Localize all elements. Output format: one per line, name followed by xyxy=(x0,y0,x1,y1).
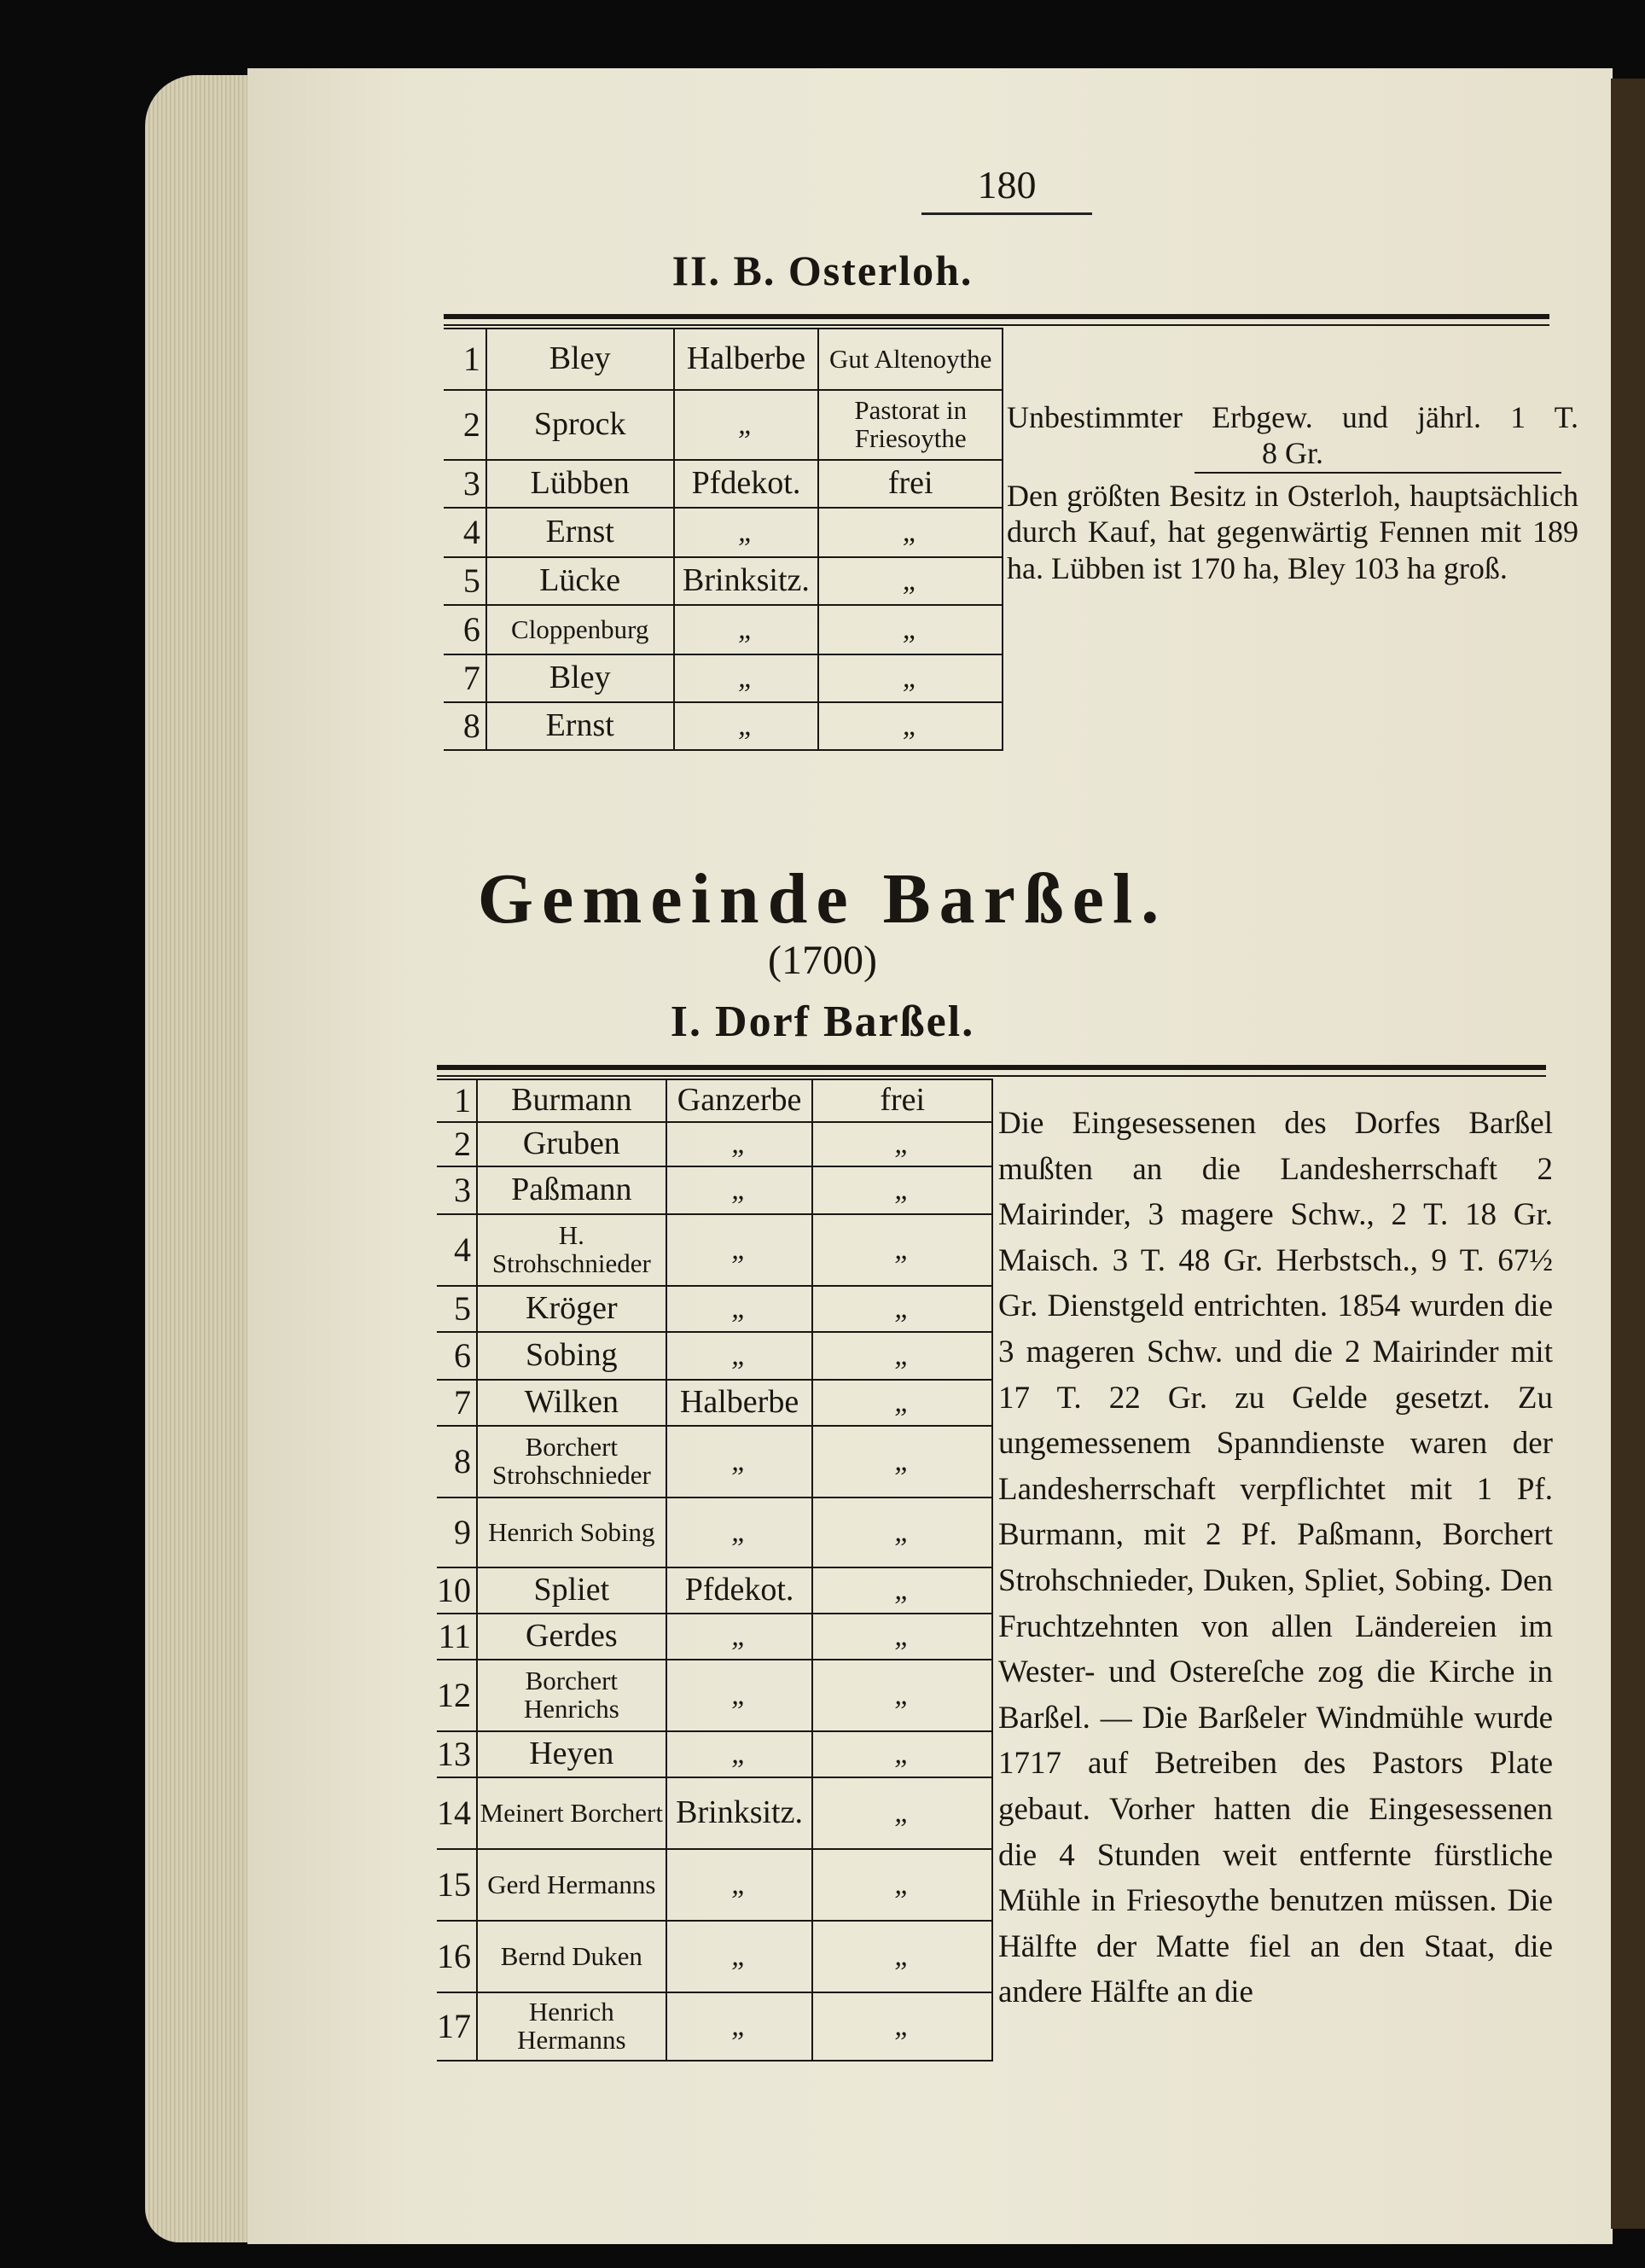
row-status: „ xyxy=(666,1426,813,1497)
row-owner: „ xyxy=(812,1777,992,1849)
row-status: „ xyxy=(666,1214,813,1286)
row-status: „ xyxy=(666,1660,813,1731)
row-status: „ xyxy=(666,1166,813,1214)
row-owner: „ xyxy=(812,1166,992,1214)
book-cover-strip xyxy=(1611,79,1645,2229)
row-number: 1 xyxy=(437,1079,477,1122)
row-name: Heyen xyxy=(477,1731,666,1777)
row-owner: „ xyxy=(812,1614,992,1660)
table-row xyxy=(437,1849,992,1921)
row-owner: „ xyxy=(812,1497,992,1567)
section-year: (1700) xyxy=(768,938,877,983)
table-row xyxy=(437,1614,992,1660)
table-row xyxy=(444,702,1003,750)
row-status: Pfdekot. xyxy=(666,1567,813,1614)
table-row xyxy=(437,1660,992,1731)
row-name: Borchert Strohschnieder xyxy=(477,1426,666,1497)
row-name: Gerd Hermanns xyxy=(477,1849,666,1921)
row-number: 5 xyxy=(437,1286,477,1332)
row-name: Sobing xyxy=(477,1332,666,1380)
row-name: Cloppenburg xyxy=(486,605,674,654)
row-status: Brinksitz. xyxy=(666,1777,813,1849)
row-status: „ xyxy=(666,1122,813,1166)
row-status: „ xyxy=(666,1849,813,1921)
page-number: 180 xyxy=(921,162,1092,215)
row-name: Lücke xyxy=(486,557,674,605)
row-status: Pfdekot. xyxy=(674,460,819,508)
row-owner: „ xyxy=(812,1214,992,1286)
row-name: Wilken xyxy=(477,1380,666,1426)
row-status: Brinksitz. xyxy=(674,557,819,605)
row-status: „ xyxy=(674,508,819,557)
row-owner: „ xyxy=(812,1567,992,1614)
table-row xyxy=(437,1332,992,1380)
row-owner: „ xyxy=(812,1731,992,1777)
row-number: 8 xyxy=(437,1426,477,1497)
row-number: 6 xyxy=(437,1332,477,1380)
row-number: 15 xyxy=(437,1849,477,1921)
table-row xyxy=(437,1567,992,1614)
row-name: Gruben xyxy=(477,1122,666,1166)
table-barssel xyxy=(437,1079,993,2062)
row-status: „ xyxy=(666,1614,813,1660)
row-name: Ernst xyxy=(486,508,674,557)
row-owner: Pastorat in Friesoythe xyxy=(818,390,1003,460)
table-row xyxy=(437,1497,992,1567)
table-row xyxy=(444,557,1003,605)
row-number: 3 xyxy=(444,460,486,508)
row-name: Ernst xyxy=(486,702,674,750)
table-row xyxy=(444,460,1003,508)
row-name: Paßmann xyxy=(477,1166,666,1214)
row-number: 1 xyxy=(444,329,486,390)
section-title-gemeinde: Gemeinde Barßel. xyxy=(477,859,1168,939)
table-row xyxy=(437,1166,992,1214)
row-number: 4 xyxy=(437,1214,477,1286)
table-row xyxy=(437,1122,992,1166)
row-status: „ xyxy=(674,654,819,702)
row-status: „ xyxy=(674,702,819,750)
row-number: 11 xyxy=(437,1614,477,1660)
table-row xyxy=(444,390,1003,460)
row-owner: „ xyxy=(812,1992,992,2061)
table1-top-rule-thin xyxy=(444,324,1549,326)
row-status: „ xyxy=(666,1731,813,1777)
row-owner: „ xyxy=(818,605,1003,654)
table1-top-rule xyxy=(444,314,1549,319)
table-row xyxy=(444,654,1003,702)
row-status: Halberbe xyxy=(674,329,819,390)
row-name: H. Strohschnieder xyxy=(477,1214,666,1286)
row-name: Sprock xyxy=(486,390,674,460)
table2-top-rule xyxy=(437,1065,1546,1070)
note-divider xyxy=(1195,472,1561,474)
row-owner: „ xyxy=(818,508,1003,557)
row-status: „ xyxy=(666,1497,813,1567)
row-owner: Gut Altenoythe xyxy=(818,329,1003,390)
row-status: „ xyxy=(666,1992,813,2061)
section-title-osterloh: II. B. Osterloh. xyxy=(671,247,974,294)
row-name: Henrich Hermanns xyxy=(477,1992,666,2061)
row-owner: frei xyxy=(812,1079,992,1122)
row-status: „ xyxy=(674,390,819,460)
table-row xyxy=(444,508,1003,557)
note-barssel: Die Eingesessenen des Dorfes Barßel mußten an die Landesherrschaft 2 Mairinder, 3 magere Schw., 2 T. 18 Gr. Maisch. 3 T. 48 Gr. Herbstsch., 9 T. 67½ Gr. Dienstgeld entrichten. 1854 wurden die 3 mageren Schw. und die 2 Mairinder mit 17 T. 22 Gr. zu Gelde gesetzt. Zu ungemessenem Spanndienste waren der Landesherrschaft verpflichtet mit 1 Pf. Burmann, mit 2 Pf. Paßmann, Borchert Strohschnieder, Duken, Spliet, Sobing. Den Fruchtzehnten von allen Ländereien im Wester- und Ostereſche zog die Kirche in Barßel. — Die Barßeler Windmühle wurde 1717 auf Betreiben des Pastors Plate gebaut. Vorher hatten die Eingesessenen die 4 Stunden weit entfernte fürstliche Mühle in Friesoythe benutzen müssen. Die Hälfte der Matte fiel an den Staat, die andere Hälfte an die xyxy=(998,1106,1553,2010)
row-name: Bley xyxy=(486,654,674,702)
row-number: 4 xyxy=(444,508,486,557)
row-owner: „ xyxy=(818,654,1003,702)
row-name: Henrich Sobing xyxy=(477,1497,666,1567)
row-name: Bernd Duken xyxy=(477,1921,666,1992)
table-row xyxy=(437,1380,992,1426)
row-owner: „ xyxy=(812,1332,992,1380)
row-number: 5 xyxy=(444,557,486,605)
row-owner: „ xyxy=(818,557,1003,605)
row-owner: „ xyxy=(812,1660,992,1731)
table-row xyxy=(437,1286,992,1332)
row-status: „ xyxy=(666,1286,813,1332)
row-status: „ xyxy=(674,605,819,654)
row-owner: „ xyxy=(812,1286,992,1332)
row-name: Borchert Henrichs xyxy=(477,1660,666,1731)
row-number: 8 xyxy=(444,702,486,750)
note-osterloh-b: Den größten Besitz in Osterloh, hauptsächlich durch Kauf, hat gegenwärtig Fennen mit 189 ha. Lübben ist 170 ha, Bley 103 ha groß. xyxy=(1007,479,1578,585)
note-osterloh-a-line2: 8 Gr. xyxy=(1262,436,1323,470)
row-owner: „ xyxy=(812,1426,992,1497)
row-owner: „ xyxy=(812,1122,992,1166)
row-name: Lübben xyxy=(486,460,674,508)
row-number: 14 xyxy=(437,1777,477,1849)
row-number: 10 xyxy=(437,1567,477,1614)
row-number: 6 xyxy=(444,605,486,654)
row-number: 17 xyxy=(437,1992,477,2061)
table2-top-rule-thin xyxy=(437,1075,1546,1077)
row-name: Spliet xyxy=(477,1567,666,1614)
table-row xyxy=(437,1731,992,1777)
table-row xyxy=(437,1777,992,1849)
table-row xyxy=(437,1426,992,1497)
row-number: 12 xyxy=(437,1660,477,1731)
row-name: Burmann xyxy=(477,1079,666,1122)
row-name: Gerdes xyxy=(477,1614,666,1660)
row-number: 16 xyxy=(437,1921,477,1992)
table-row xyxy=(437,1214,992,1286)
row-status: Ganzerbe xyxy=(666,1079,813,1122)
row-number: 7 xyxy=(437,1380,477,1426)
section-subtitle-dorf: I. Dorf Barßel. xyxy=(670,997,975,1046)
table-row xyxy=(444,605,1003,654)
row-owner: frei xyxy=(818,460,1003,508)
row-status: Halberbe xyxy=(666,1380,813,1426)
row-owner: „ xyxy=(812,1849,992,1921)
row-number: 9 xyxy=(437,1497,477,1567)
row-number: 2 xyxy=(444,390,486,460)
note-osterloh-a-line1: Unbestimmter Erbgew. und jährl. 1 T. xyxy=(1007,400,1578,434)
row-status: „ xyxy=(666,1921,813,1992)
table-osterloh xyxy=(444,328,1003,751)
row-owner: „ xyxy=(818,702,1003,750)
table-row xyxy=(437,1992,992,2061)
row-owner: „ xyxy=(812,1921,992,1992)
row-number: 2 xyxy=(437,1122,477,1166)
table-row xyxy=(437,1921,992,1992)
table-row xyxy=(437,1079,992,1122)
row-name: Bley xyxy=(486,329,674,390)
row-number: 3 xyxy=(437,1166,477,1214)
row-number: 13 xyxy=(437,1731,477,1777)
row-status: „ xyxy=(666,1332,813,1380)
row-name: Kröger xyxy=(477,1286,666,1332)
row-number: 7 xyxy=(444,654,486,702)
row-owner: „ xyxy=(812,1380,992,1426)
row-name: Meinert Borchert xyxy=(477,1777,666,1849)
table-row xyxy=(444,329,1003,390)
